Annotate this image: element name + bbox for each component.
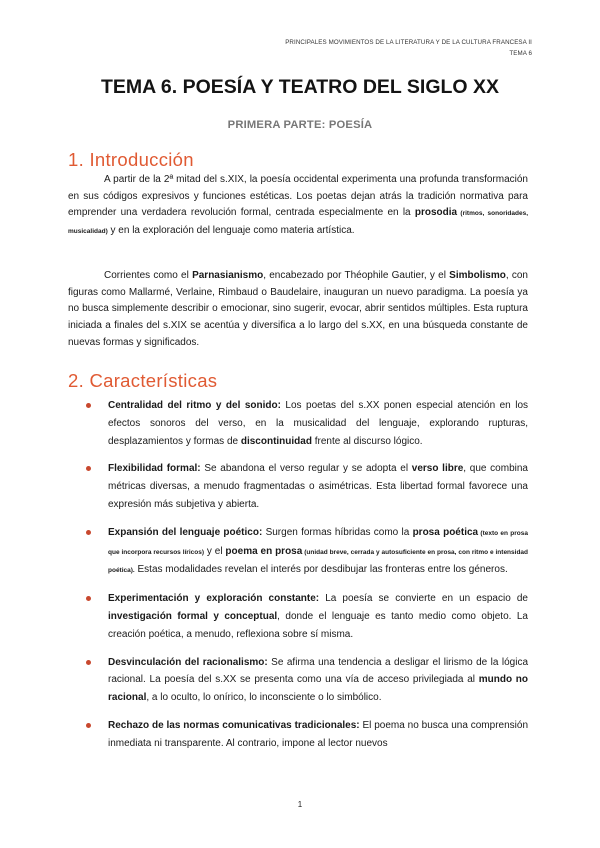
page-title: TEMA 6. POESÍA Y TEATRO DEL SIGLO XX [100, 76, 500, 98]
section-heading-characteristics: 2. Características [68, 370, 218, 391]
header-topic: TEMA 6 [509, 50, 532, 57]
list-item: Experimentación y exploración constante: La poesía se convierte en un espacio de investigación formal y conceptual, donde el lenguaje es tanto medio como objeto. La creación poética, a menudo, reflexiona sobre sí misma. [88, 590, 528, 643]
page-subtitle: PRIMERA PARTE: POESÍA [227, 119, 373, 131]
bullet-icon [86, 466, 91, 471]
bullet-icon [86, 596, 91, 601]
bullet-icon [86, 403, 91, 408]
characteristics-list [88, 397, 528, 763]
intro-paragraph-2: Corrientes como el Parnasianismo, encabezado por Théophile Gautier, y el Simbolismo, con figuras como Mallarmé, Verlaine, Rimbaud o Baudelaire, inauguran un nuevo paradigma. La poesía ya no busca simplemente describir o emocionar, sino sugerir, evocar, abrir sentidos múltiples. Esta ruptura iniciada a finales del s.XIX se acentúa y diversifica a lo largo del s.XX, en una búsqueda constante de nuevas formas y significados. [68, 270, 528, 348]
header-course-title: PRINCIPALES MOVIMIENTOS DE LA LITERATURA Y DE LA CULTURA FRANCESA II [285, 39, 532, 46]
running-header [285, 37, 532, 59]
list-item: Flexibilidad formal: Se abandona el verso regular y se adopta el verso libre, que combina métricas diversas, a menudo fragmentadas o asimétricas. Esta libertad formal favorece una expresión más subjetiva y abierta. [88, 460, 528, 513]
list-item: Desvinculación del racionalismo: Se afirma una tendencia a desligar el lirismo de la lógica racional. La poesía del s.XX se presenta como una vía de acceso privilegiada al mundo no racional, a lo oculto, lo onírico, lo inconsciente o lo simbólico. [88, 654, 528, 707]
list-item: Expansión del lenguaje poético: Surgen formas híbridas como la prosa poética (texto en prosa que incorpora recursos líricos) y el poema en prosa (unidad breve, cerrada y autosuficiente en prosa, con ritmo e intensidad poética). Estas modalidades revelan el interés por desdibujar las fronteras entre los géneros. [88, 524, 528, 580]
list-item: Centralidad del ritmo y del sonido: Los poetas del s.XX ponen especial atención en los efectos sonoros del verso, en la musicalidad del lenguaje, explorando rupturas, desplazamientos y formas de discontinuidad frente al discurso lógico. [88, 397, 528, 450]
page-number: 1 [297, 800, 303, 809]
intro-paragraph-1: A partir de la 2ª mitad del s.XIX, la poesía occidental experimenta una profunda transformación en sus códigos expresivos y funciones estéticas. Los poetas dejan atrás la tradición normativa para emprender una verdadera revolución formal, centrada especialmente en la prosodia (ritmos, sonoridades, musicalidad) y en la exploración del lenguaje como materia artística. [68, 174, 528, 237]
bullet-icon [86, 660, 91, 665]
list-item: Rechazo de las normas comunicativas tradicionales: El poema no busca una comprensión inmediata ni transparente. Al contrario, impone al lector nuevos [88, 717, 528, 753]
bullet-icon [86, 530, 91, 535]
section-heading-introduction: 1. Introducción [68, 149, 194, 170]
bullet-icon [86, 723, 91, 728]
